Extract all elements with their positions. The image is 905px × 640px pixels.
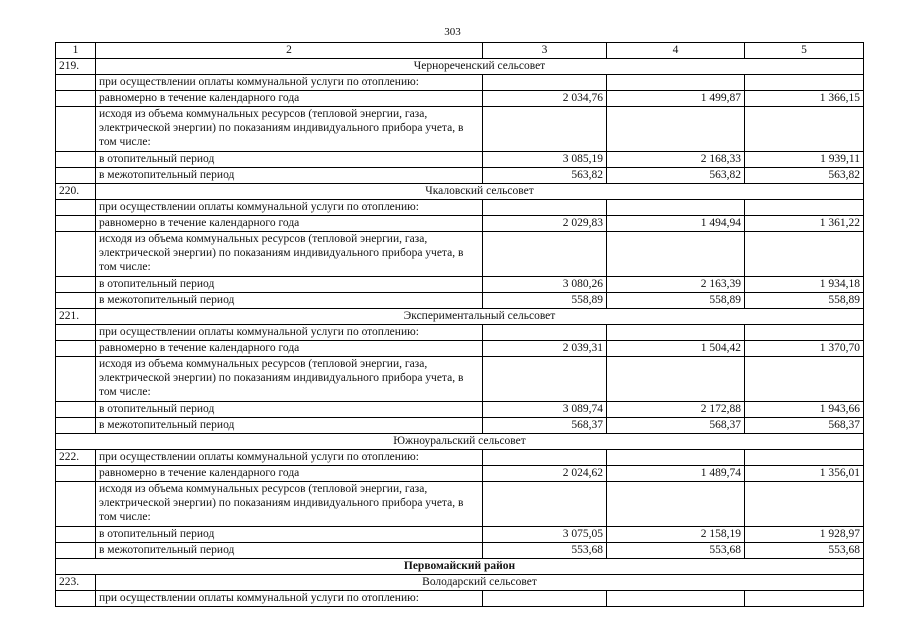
- value-col-5: [745, 482, 864, 527]
- value-col-3: 2 024,62: [483, 466, 607, 482]
- table-row: [56, 200, 864, 216]
- value-col-5: 563,82: [745, 168, 864, 184]
- value-col-4: [607, 325, 745, 341]
- row-number: 221.: [56, 309, 96, 325]
- value-col-4: 2 163,39: [607, 277, 745, 293]
- value-col-4: [607, 482, 745, 527]
- value-col-3: [483, 450, 607, 466]
- value-col-5: 1 939,11: [745, 152, 864, 168]
- row-label: исходя из объема коммунальных ресурсов (тепловой энергии, газа, электрической энергии) по показаниям индивидуального прибора учета, в том числе:: [96, 232, 483, 277]
- row-number: [56, 107, 96, 152]
- section-row: [56, 184, 864, 200]
- table-row: [56, 325, 864, 341]
- table-row: [56, 293, 864, 309]
- row-label: исходя из объема коммунальных ресурсов (тепловой энергии, газа, электрической энергии) по показаниям индивидуального прибора учета, в том числе:: [96, 357, 483, 402]
- row-label: в межотопительный период: [96, 293, 483, 309]
- section-row: [56, 575, 864, 591]
- row-number: [56, 466, 96, 482]
- row-label: равномерно в течение календарного года: [96, 341, 483, 357]
- header-cell: 3: [483, 43, 607, 59]
- value-col-5: 1 370,70: [745, 341, 864, 357]
- value-col-3: [483, 200, 607, 216]
- row-number: 219.: [56, 59, 96, 75]
- section-title: Чернореченский сельсовет: [96, 59, 864, 75]
- table-row: [56, 466, 864, 482]
- value-col-5: [745, 75, 864, 91]
- value-col-5: 1 366,15: [745, 91, 864, 107]
- value-col-3: [483, 325, 607, 341]
- row-number: 222.: [56, 450, 96, 466]
- row-label: в отопительный период: [96, 277, 483, 293]
- value-col-3: 3 080,26: [483, 277, 607, 293]
- section-title: Володарский сельсовет: [96, 575, 864, 591]
- row-label: в межотопительный период: [96, 543, 483, 559]
- value-col-3: 3 089,74: [483, 402, 607, 418]
- value-col-4: [607, 232, 745, 277]
- table-row: [56, 216, 864, 232]
- row-number: [56, 325, 96, 341]
- value-col-3: 553,68: [483, 543, 607, 559]
- value-col-5: [745, 107, 864, 152]
- row-label: равномерно в течение календарного года: [96, 466, 483, 482]
- header-row: [56, 43, 864, 59]
- value-col-5: 1 928,97: [745, 527, 864, 543]
- header-cell: 2: [96, 43, 483, 59]
- value-col-5: 1 361,22: [745, 216, 864, 232]
- row-label: в отопительный период: [96, 152, 483, 168]
- table-row: [56, 152, 864, 168]
- table-row: [56, 543, 864, 559]
- value-col-3: 2 034,76: [483, 91, 607, 107]
- row-number: [56, 232, 96, 277]
- table-row: [56, 75, 864, 91]
- value-col-3: [483, 591, 607, 607]
- section-title: Чкаловский сельсовет: [96, 184, 864, 200]
- value-col-5: 1 356,01: [745, 466, 864, 482]
- row-number: [56, 482, 96, 527]
- value-col-5: 1 934,18: [745, 277, 864, 293]
- value-col-3: 558,89: [483, 293, 607, 309]
- section-row: [56, 309, 864, 325]
- value-col-4: 1 504,42: [607, 341, 745, 357]
- value-col-4: 558,89: [607, 293, 745, 309]
- header-cell: 4: [607, 43, 745, 59]
- row-number: 223.: [56, 575, 96, 591]
- row-label: исходя из объема коммунальных ресурсов (тепловой энергии, газа, электрической энергии) по показаниям индивидуального прибора учета, в том числе:: [96, 107, 483, 152]
- row-label: в межотопительный период: [96, 418, 483, 434]
- table-row: [56, 591, 864, 607]
- header-cell: 1: [56, 43, 96, 59]
- value-col-5: [745, 232, 864, 277]
- district-title: Первомайский район: [56, 559, 864, 575]
- row-label: при осуществлении оплаты коммунальной услуги по отоплению:: [96, 75, 483, 91]
- table-row: [56, 402, 864, 418]
- value-col-4: [607, 107, 745, 152]
- section-row: [56, 434, 864, 450]
- row-number: [56, 341, 96, 357]
- value-col-3: 568,37: [483, 418, 607, 434]
- table-row: [56, 107, 864, 152]
- row-number: [56, 357, 96, 402]
- row-label: при осуществлении оплаты коммунальной услуги по отоплению:: [96, 325, 483, 341]
- value-col-4: [607, 450, 745, 466]
- row-number: [56, 75, 96, 91]
- value-col-3: [483, 232, 607, 277]
- value-col-5: [745, 325, 864, 341]
- value-col-4: 2 158,19: [607, 527, 745, 543]
- row-label: в отопительный период: [96, 527, 483, 543]
- value-col-4: 553,68: [607, 543, 745, 559]
- table-row: [56, 527, 864, 543]
- row-label: равномерно в течение календарного года: [96, 91, 483, 107]
- value-col-3: [483, 482, 607, 527]
- value-col-5: 568,37: [745, 418, 864, 434]
- value-col-4: 2 168,33: [607, 152, 745, 168]
- table-row: [56, 168, 864, 184]
- table-row: [56, 277, 864, 293]
- row-number: [56, 402, 96, 418]
- value-col-5: 553,68: [745, 543, 864, 559]
- value-col-4: 2 172,88: [607, 402, 745, 418]
- row-label: в отопительный период: [96, 402, 483, 418]
- table-row: [56, 91, 864, 107]
- row-label: при осуществлении оплаты коммунальной услуги по отоплению:: [96, 591, 483, 607]
- row-number: [56, 91, 96, 107]
- value-col-4: [607, 75, 745, 91]
- row-label: в межотопительный период: [96, 168, 483, 184]
- value-col-5: [745, 200, 864, 216]
- value-col-3: [483, 357, 607, 402]
- table-row: [56, 418, 864, 434]
- value-col-4: 568,37: [607, 418, 745, 434]
- row-number: [56, 216, 96, 232]
- row-label: при осуществлении оплаты коммунальной услуги по отоплению:: [96, 450, 483, 466]
- value-col-3: 2 029,83: [483, 216, 607, 232]
- value-col-5: [745, 591, 864, 607]
- table-row: [56, 341, 864, 357]
- row-number: [56, 200, 96, 216]
- page-number: 303: [444, 26, 461, 38]
- value-col-3: 2 039,31: [483, 341, 607, 357]
- value-col-4: 1 489,74: [607, 466, 745, 482]
- value-col-3: 563,82: [483, 168, 607, 184]
- row-number: [56, 277, 96, 293]
- table-row: [56, 232, 864, 277]
- row-number: [56, 591, 96, 607]
- row-number: [56, 418, 96, 434]
- value-col-3: 3 075,05: [483, 527, 607, 543]
- value-col-5: 558,89: [745, 293, 864, 309]
- row-number: [56, 527, 96, 543]
- row-number: [56, 543, 96, 559]
- row-number: [56, 293, 96, 309]
- row-number: [56, 152, 96, 168]
- value-col-4: 1 494,94: [607, 216, 745, 232]
- tariff-table: [55, 42, 864, 607]
- section-title: Южноуральский сельсовет: [56, 434, 864, 450]
- table-row: [56, 357, 864, 402]
- table-row: [56, 482, 864, 527]
- row-label: при осуществлении оплаты коммунальной услуги по отоплению:: [96, 200, 483, 216]
- value-col-4: 1 499,87: [607, 91, 745, 107]
- row-label: равномерно в течение календарного года: [96, 216, 483, 232]
- value-col-4: [607, 591, 745, 607]
- value-col-5: [745, 450, 864, 466]
- header-cell: 5: [745, 43, 864, 59]
- row-number: 220.: [56, 184, 96, 200]
- value-col-3: [483, 107, 607, 152]
- value-col-5: 1 943,66: [745, 402, 864, 418]
- value-col-4: 563,82: [607, 168, 745, 184]
- section-row: [56, 59, 864, 75]
- district-row: [56, 559, 864, 575]
- value-col-4: [607, 357, 745, 402]
- section-title: Экспериментальный сельсовет: [96, 309, 864, 325]
- value-col-4: [607, 200, 745, 216]
- value-col-3: [483, 75, 607, 91]
- value-col-5: [745, 357, 864, 402]
- row-label: исходя из объема коммунальных ресурсов (тепловой энергии, газа, электрической энергии) по показаниям индивидуального прибора учета, в том числе:: [96, 482, 483, 527]
- value-col-3: 3 085,19: [483, 152, 607, 168]
- table-row: [56, 450, 864, 466]
- row-number: [56, 168, 96, 184]
